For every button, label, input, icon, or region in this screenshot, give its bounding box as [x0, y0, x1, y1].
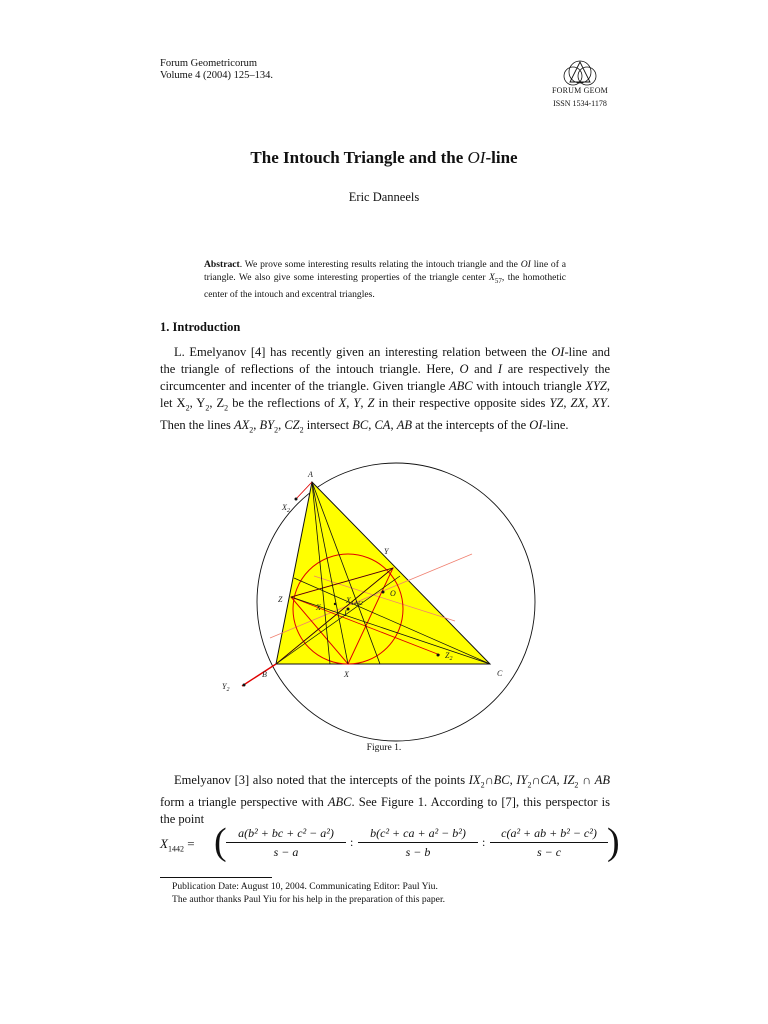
label-b: B	[262, 670, 267, 679]
point-o	[382, 591, 385, 594]
math: OI	[551, 345, 565, 359]
math: O	[459, 362, 469, 376]
footnote-rule	[160, 877, 272, 878]
equation-colon-1: :	[350, 835, 354, 849]
intro-paragraph	[160, 344, 610, 438]
text: , let X	[160, 379, 610, 410]
equation-colon-2: :	[482, 835, 486, 849]
label-y: Y	[384, 547, 389, 556]
figure-caption: Figure 1.	[366, 742, 402, 753]
fraction-1-numerator: a(b² + bc + c² − a²)	[226, 826, 346, 843]
equation-x1442	[160, 821, 620, 868]
text: at the intercepts of the	[411, 417, 530, 432]
geometry-diagram	[222, 466, 520, 738]
journal-volume: Volume 4 (2004) 125–134.	[160, 70, 273, 81]
text: ,	[390, 417, 397, 432]
math: BC	[352, 417, 369, 432]
math: ABC	[448, 379, 473, 393]
text: and	[468, 362, 498, 376]
math: IY	[516, 773, 528, 787]
text: ,	[368, 417, 375, 432]
text: intersect	[303, 417, 353, 432]
fraction-2	[358, 826, 478, 860]
label-o: O	[390, 589, 396, 598]
math: Y	[353, 396, 361, 410]
label-z2-main: Z	[445, 651, 450, 660]
math: ZX	[570, 396, 586, 410]
forum-geom-logo-icon	[558, 56, 602, 88]
abstract-text: . We prove some interesting results relating the intouch triangle and the	[239, 259, 521, 270]
fraction-2-denominator: s − b	[405, 845, 431, 859]
fraction-1-denominator: s − a	[273, 845, 299, 859]
text: ∩	[578, 773, 595, 787]
text: ,	[563, 396, 571, 410]
label-c: C	[497, 669, 503, 678]
label-x1442-main: X	[316, 603, 321, 612]
second-paragraph	[160, 772, 610, 828]
issn: ISSN 1534-1178	[553, 99, 607, 108]
subscript: 2	[205, 403, 210, 413]
math: AB	[396, 417, 412, 432]
subscript: 2	[274, 425, 279, 434]
text: Emelyanov [3] also noted that the intercepts of the points	[174, 773, 469, 787]
text: . Then the lines	[160, 396, 610, 432]
label-i: I	[344, 609, 347, 618]
equation-equals: =	[183, 836, 195, 851]
label-x2-main: X	[282, 503, 287, 512]
math: AX	[233, 417, 250, 432]
logo-text: FORUM GEOM	[551, 86, 608, 95]
label-y2-main: Y	[222, 682, 227, 691]
math: BY	[259, 417, 275, 432]
paper-title	[0, 148, 768, 168]
footnote-thanks: The author thanks Paul Yiu for his help in the preparation of this paper.	[172, 894, 446, 905]
journal-logo	[548, 56, 612, 108]
subscript: 2	[480, 780, 485, 790]
figure-1	[222, 466, 520, 743]
author: Eric Danneels	[348, 190, 420, 204]
section-heading	[160, 320, 240, 335]
text: ,	[360, 396, 368, 410]
equation-lhs-sub: 1442	[167, 844, 184, 854]
text: -line.	[542, 417, 569, 432]
math: AB	[594, 773, 611, 787]
label-y2-sub: 2	[226, 687, 230, 693]
text: in their respective opposite sides	[374, 396, 550, 410]
label-z: Z	[278, 595, 283, 604]
equation-lhs	[160, 836, 195, 854]
abstract	[204, 258, 566, 302]
math: IZ	[563, 773, 575, 787]
abstract-text: line of a triangle. We also give some interesting properties of the triangle center	[204, 259, 566, 284]
label-x2	[281, 503, 290, 514]
text: ,	[585, 396, 593, 410]
equation-close-paren: )	[607, 821, 620, 863]
math: OI	[529, 417, 543, 432]
text: ∩	[531, 773, 541, 787]
subscript: 2	[527, 780, 532, 790]
label-x2-sub: 2	[286, 508, 290, 514]
text: -line and the triangle of reflections of the intouch triangle. Here,	[160, 345, 610, 376]
fraction-3-denominator: s − c	[536, 845, 562, 859]
journal-header	[160, 58, 273, 82]
red-line-by2	[242, 664, 276, 686]
text: ,	[346, 396, 354, 410]
text: ,	[556, 773, 564, 787]
subscript: 2	[574, 780, 579, 790]
math: BC	[493, 773, 510, 787]
label-y2	[222, 682, 229, 693]
math: XYZ	[585, 379, 607, 393]
triangle-abc	[276, 482, 490, 664]
text: with intouch triangle	[472, 379, 586, 393]
abstract-math: X	[489, 272, 495, 284]
math: CA	[374, 417, 391, 432]
equation-open-paren: (	[214, 821, 227, 863]
section-number: 1.	[160, 320, 170, 334]
text: , Z	[209, 396, 225, 410]
math: ABC	[327, 794, 352, 809]
point-x1442	[334, 603, 336, 605]
text: , Y	[189, 396, 206, 410]
text: ,	[278, 417, 285, 432]
subscript: 2	[185, 403, 190, 413]
abstract-subscript: 57	[494, 277, 502, 286]
label-x: X	[344, 670, 349, 679]
fraction-1	[226, 826, 346, 860]
math: CA	[540, 773, 557, 787]
title-suffix: -line	[485, 148, 518, 167]
fraction-2-numerator: b(c² + ca + a² − b²)	[358, 826, 478, 843]
title-math: OI	[467, 148, 486, 167]
section-title: Introduction	[172, 320, 241, 334]
title-prefix: The Intouch Triangle and the	[250, 148, 468, 167]
point-z2	[437, 654, 440, 657]
math: I	[497, 362, 503, 376]
text: ,	[253, 417, 260, 432]
equation-lhs-main: X	[160, 836, 168, 851]
text: are respectively the circumcenter and incenter of the triangle. Given triangle	[160, 362, 610, 393]
text: . See Figure 1. According to [7], this perspector is the point	[160, 794, 610, 826]
math: XY	[592, 396, 607, 410]
label-a: A	[308, 470, 313, 479]
text: form a triangle perspective with	[160, 794, 328, 809]
text: ,	[509, 773, 517, 787]
point-y2	[243, 684, 246, 687]
footnote-publication: Publication Date: August 10, 2004. Communicating Editor: Paul Yiu.	[172, 881, 438, 892]
abstract-text: , the homothetic center of the intouch and excentral triangles.	[204, 272, 566, 301]
fraction-3-numerator: c(a² + ab + b² − c²)	[490, 826, 608, 843]
label-x1442-main: X	[346, 596, 351, 605]
subscript: 2	[224, 403, 229, 413]
math: CZ	[284, 417, 300, 432]
point-x2	[295, 498, 298, 501]
text: ∩	[484, 773, 494, 787]
text: be the reflections of	[228, 396, 339, 410]
subscript: 2	[249, 425, 254, 434]
label-z2-sub: 2	[449, 656, 453, 662]
abstract-label: Abstract	[204, 259, 240, 270]
abstract-math: OI	[520, 259, 531, 270]
math: IX	[468, 773, 481, 787]
journal-name: Forum Geometricorum	[160, 58, 258, 69]
text: L. Emelyanov [4] has recently given an interesting relation between the	[174, 345, 552, 359]
point-i	[347, 608, 350, 611]
subscript: 2	[299, 425, 304, 434]
label-x1442-sub: 1442	[350, 601, 363, 607]
math: X	[338, 396, 347, 410]
math: Z	[367, 396, 375, 410]
fraction-3	[490, 826, 608, 860]
math: YZ	[549, 396, 564, 410]
